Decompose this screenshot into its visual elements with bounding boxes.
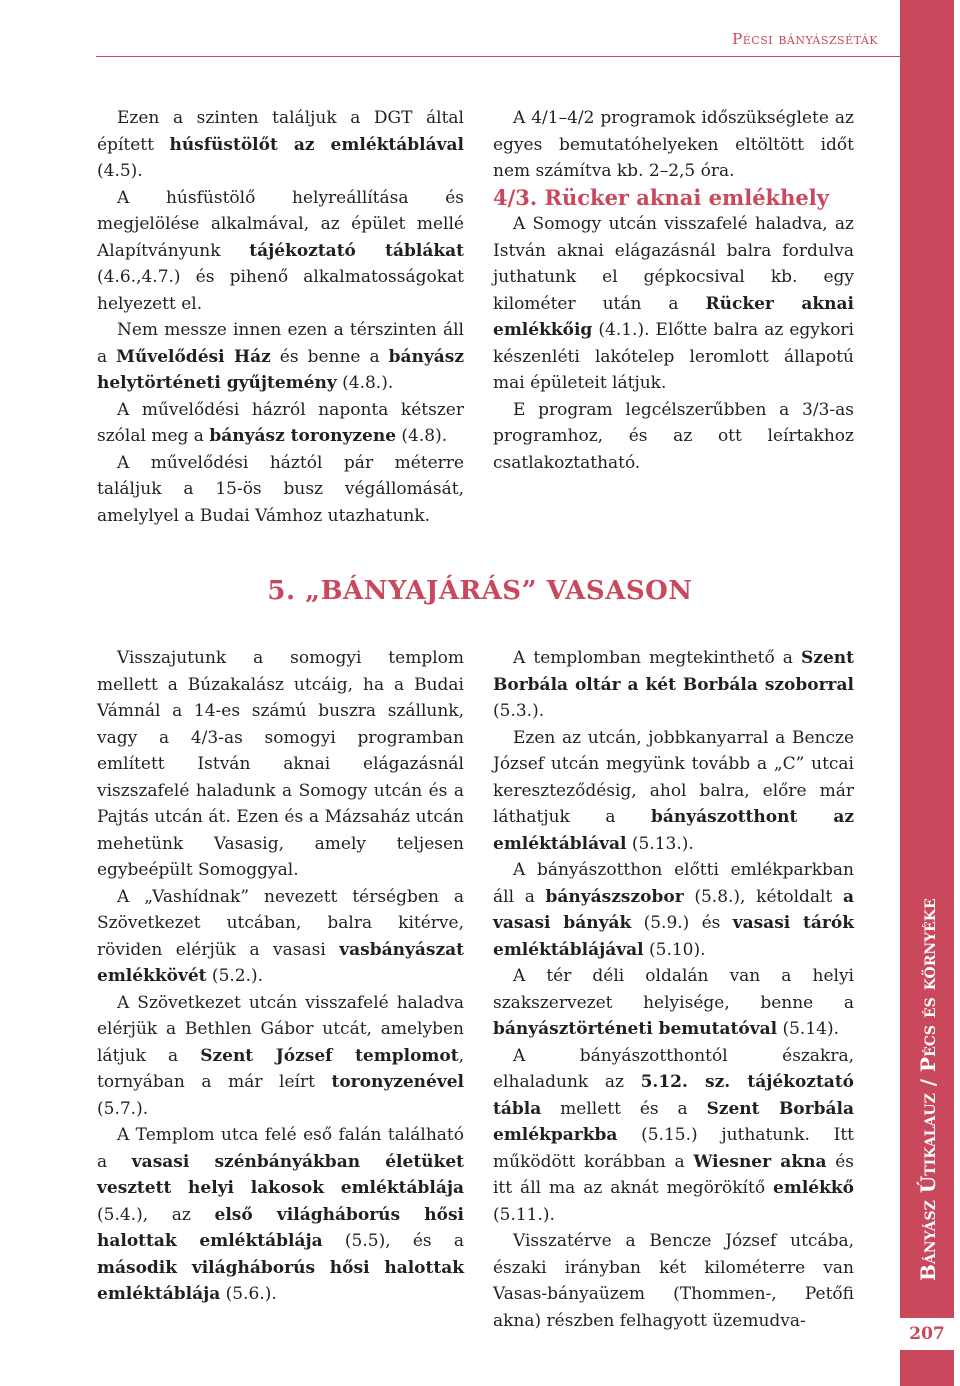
text-run: Ezen a szinten találjuk a DGT által épített	[97, 108, 464, 155]
text-run: Nem messze innen ezen a térszinten áll a	[97, 320, 464, 367]
column-top-right	[493, 105, 854, 476]
text-run: Visszatérve a Bencze József utcába, északi irányban két kilométerre van Vasas-bányaüzem (Thommen-, Petőfi akna) részben felhagyott üzemudva-	[493, 1231, 854, 1331]
paragraph	[493, 211, 854, 397]
bold-text: vasbányászat emlékkövét	[97, 939, 464, 986]
paragraph	[97, 884, 464, 990]
bold-text: vasasi szénbányákban életüket vesztett helyi lakosok emléktáblája	[97, 1151, 464, 1198]
bold-text: Wiesner akna	[693, 1151, 827, 1172]
text-run: A Somogy utcán visszafelé haladva, az István aknai elágazásnál balra fordulva juthatunk el gépkocsival kb. egy kilométer után a	[493, 214, 854, 314]
bold-text: Szent Borbála emlékparkba	[493, 1098, 854, 1145]
paragraph	[493, 645, 854, 725]
paragraph	[493, 725, 854, 858]
text-run: (4.6.,4.7.) és pihenő alkalmatosságokat helyezett el.	[97, 267, 464, 314]
page-number: 207	[900, 1318, 954, 1350]
paragraph	[97, 317, 464, 397]
paragraph	[493, 105, 854, 185]
text-run: A bányászotthon előtti emlékparkban áll a	[493, 860, 854, 907]
text-run: (4.5).	[97, 161, 143, 181]
bold-text: 5.12. sz. tájékoztató tábla	[493, 1072, 855, 1119]
paragraph	[493, 1043, 854, 1229]
text-run: A bányászotthontól északra, elhaladunk az	[493, 1045, 854, 1092]
paragraph	[97, 185, 464, 318]
bold-text: bányászotthont az emléktáblával	[493, 807, 854, 854]
text-run: A húsfüstölő helyreállítása és megjelölése alkalmával, az épület mellé Alapítványunk	[97, 187, 464, 261]
header-rule	[96, 56, 900, 57]
paragraph	[97, 105, 464, 185]
text-run: (5.5), és a	[322, 1231, 464, 1251]
column-bottom-left	[97, 645, 464, 1308]
text-run: és benne a	[270, 346, 389, 367]
bold-text: a vasasi bányák	[493, 886, 854, 933]
bold-text: bányász helytörténeti gyűjtemény	[97, 346, 464, 393]
bold-text: vasasi tárók emléktáblájával	[493, 913, 854, 960]
bold-text: bányászszobor	[545, 886, 684, 907]
side-title: Bányász Útikalauz / Pécs és környéke	[916, 898, 940, 1282]
text-run: (5.9.) és	[631, 913, 733, 933]
subheading-4-3: 4/3. Rücker aknai emlékhely	[493, 184, 829, 210]
intro-paragraphs	[493, 105, 854, 185]
text-run: A „Vashídnak” nevezett térségben a Szövetkezet utcában, balra kitérve, röviden elérjük a vasasi	[97, 886, 464, 960]
text-run: (5.14).	[777, 1019, 839, 1039]
text-run: (5.15.) juthatunk. Itt működött korábban a	[493, 1125, 854, 1172]
text-run: A Templom utca felé eső falán található a	[97, 1125, 464, 1172]
text-run: A 4/1–4/2 programok időszükséglete az egyes bemutatóhelyeken eltöltött időt nem számítva kb. 2–2,5 óra.	[493, 108, 854, 181]
text-run: A művelődési házról naponta kétszer szólal meg a	[97, 399, 464, 446]
text-run: (5.2.).	[206, 966, 264, 986]
bold-text: Rücker aknai emlékkőig	[493, 293, 854, 340]
bold-text: tájékoztató táblákat	[249, 240, 464, 261]
text-run: A templomban megtekinthető a	[513, 648, 802, 668]
text-run: E program legcélszerűbben a 3/3-as programhoz, és az ott leírtakhoz csatlakoztatható.	[493, 399, 854, 473]
text-run: (5.7.).	[97, 1098, 149, 1119]
text-run: Ezen az utcán, jobbkanyarral a Bencze József utcán megyünk tovább a „C” utcai kereszteződésig, ahol balra, előre már láthatjuk a	[493, 727, 854, 827]
bold-text: toronyzenével	[331, 1072, 464, 1092]
paragraph	[97, 397, 464, 450]
text-run: Visszajutunk a somogyi templom mellett a Búzakalász utcáig, ha a Budai Vámnál a 14-es számú buszra szállunk, vagy a 4/3-as somogyi programban említett István aknai elágazásnál viszszafelé haladunk a Somogy utcán és a Pajtás utcán át. Ezen és a Mázsaház utcán mehetünk Vasasig, amely teljesen egybeépült Somoggyal.	[97, 648, 464, 880]
paragraph	[493, 963, 854, 1043]
text-run: (5.6.).	[220, 1284, 277, 1304]
text-run: (5.11.).	[493, 1204, 555, 1225]
text-run: (5.3.).	[493, 701, 545, 721]
paragraph	[493, 857, 854, 963]
text-run: (5.4.), az	[97, 1204, 215, 1225]
bold-text: Művelődési Ház	[116, 346, 271, 367]
paragraph	[97, 990, 464, 1123]
section-title: 5. „BÁNYAJÁRÁS” VASASON	[267, 576, 693, 606]
text-run: (5.8.), kétoldalt	[683, 886, 843, 907]
paragraph	[493, 1228, 854, 1334]
paragraph	[493, 397, 854, 477]
text-run: (4.1.). Előtte balra az egykori készenléti lakótelep leromlott állapotú mai épületeit látjuk.	[493, 320, 854, 393]
bold-text: Szent József templomot	[200, 1045, 459, 1066]
paragraph	[97, 450, 464, 530]
bold-text: bányász toronyzene	[209, 426, 397, 446]
text-run: (5.13.).	[626, 833, 694, 854]
column-bottom-right	[493, 645, 854, 1334]
text-run: mellett és a	[541, 1098, 707, 1119]
bold-text: emlékkő	[773, 1178, 854, 1198]
subsection-paragraphs	[493, 211, 854, 476]
text-run: A tér déli oldalán van a helyi szakszervezet helyisége, benne a	[493, 966, 854, 1013]
text-run: A művelődési háztól pár méterre találjuk a 15-ös busz végállomását, amelylyel a Budai Vámhoz utazhatunk.	[97, 452, 464, 526]
bold-text: első világháborús hősi halottak emléktáblája	[97, 1204, 464, 1251]
text-run: , tornyában a már leírt	[97, 1045, 464, 1092]
bold-text: bányásztörténeti bemutatóval	[493, 1019, 778, 1039]
text-run: és itt áll ma az aknát megörökítő	[493, 1151, 854, 1198]
bold-text: húsfüstölőt az emléktáblával	[169, 134, 464, 155]
paragraph	[97, 1122, 464, 1308]
column-top-left	[97, 105, 464, 529]
text-run: (5.10).	[643, 939, 706, 960]
text-run: (4.8).	[396, 426, 448, 446]
paragraph	[97, 645, 464, 884]
bold-text: Szent Borbála oltár a két Borbála szoborral	[493, 648, 854, 695]
running-head: Pécsi bányászséták	[732, 30, 878, 48]
bold-text: második világháborús hősi halottak emléktáblája	[97, 1257, 464, 1304]
text-run: A Szövetkezet utcán visszafelé haladva elérjük a Bethlen Gábor utcát, amelyben látjuk a	[97, 992, 464, 1066]
text-run: (4.8.).	[336, 373, 394, 393]
